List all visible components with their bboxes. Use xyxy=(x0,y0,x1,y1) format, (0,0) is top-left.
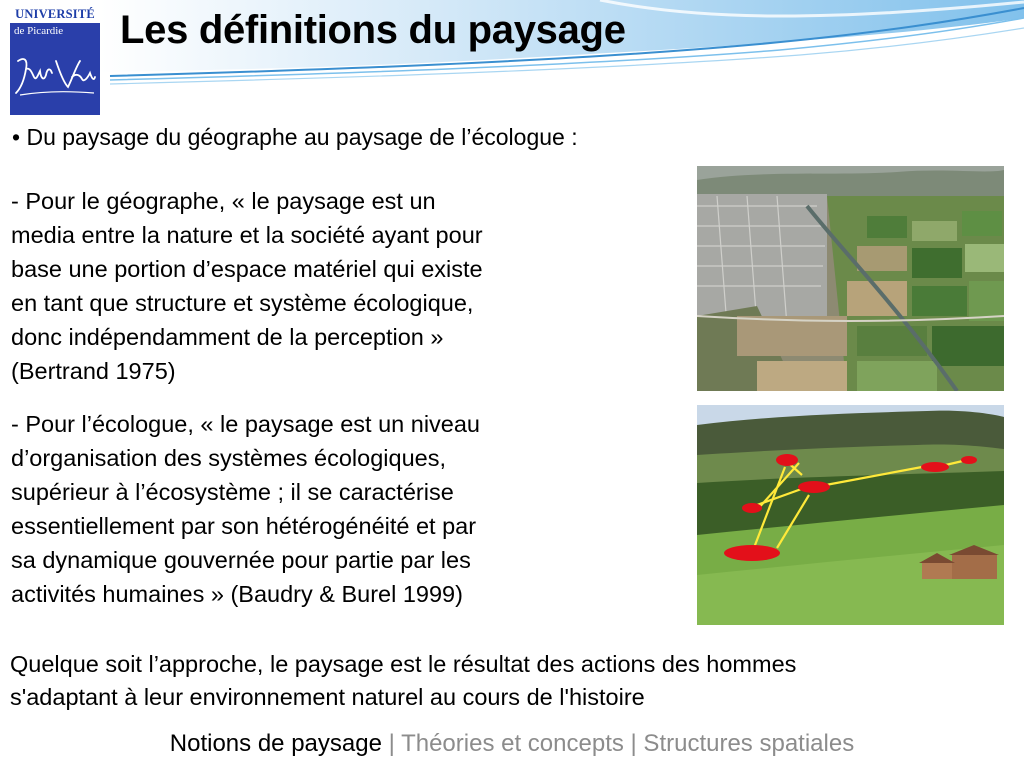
logo-blue-box xyxy=(10,23,100,115)
ecologist-definition: - Pour l’écologue, « le paysage est un niveau d’organisation des systèmes écologiques, supérieur à l’écosystème ; il se caractérise essentiellement par son hétérogénéité et par sa dynamique gouvernée pour partie par les activités humaines » (Baudry & Burel 1999) xyxy=(11,411,481,607)
aerial-landscape-photo xyxy=(697,166,1004,391)
geographer-definition: - Pour le géographe, « le paysage est un media entre la nature et la société ayant pour base une portion d’espace matériel qui existe en tant que structure et système écologique, donc indépendamment de la perception » (Bertrand 1975) xyxy=(11,188,483,384)
page-title: Les définitions du paysage xyxy=(120,8,626,52)
logo-region-text: de Picardie xyxy=(14,25,64,37)
footer-navigation xyxy=(0,730,1024,758)
footer-other-sections: | Théories et concepts | Structures spatiales xyxy=(381,730,855,757)
bullet-heading xyxy=(12,124,578,151)
landscape-network-photo xyxy=(697,405,1004,625)
logo-university-text: UNIVERSITÉ xyxy=(15,7,95,21)
jules-verne-signature-icon xyxy=(14,53,96,99)
conclusion-text: Quelque soit l’approche, le paysage est le résultat des actions des hommes s'adaptant à leur environnement naturel au cours de l'histoire xyxy=(10,651,797,710)
university-logo xyxy=(10,5,100,115)
bullet-icon: • xyxy=(12,124,21,150)
bullet-text: Du paysage du géographe au paysage de l’écologue : xyxy=(26,124,578,150)
footer-current-section: Notions de paysage xyxy=(169,730,382,757)
